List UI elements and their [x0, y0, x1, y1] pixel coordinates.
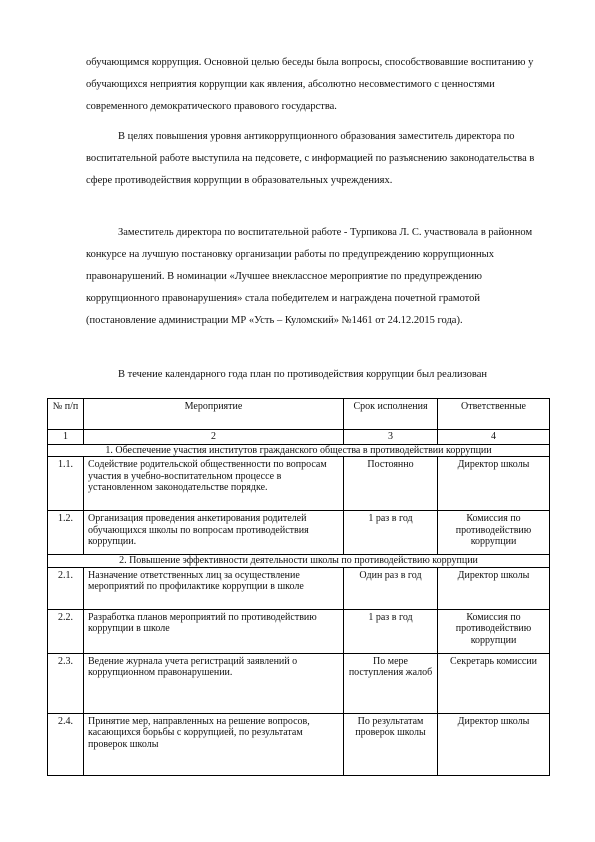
table-row — [48, 609, 550, 653]
paragraph-3: Заместитель директора по воспитательной работе - Турпикова Л. С. участвовала в районном конкурсе на лучшую постановку организации работы по предупреждению коррупционных правонарушений. В номинации «Лучшее внеклассное мероприятие по предупреждению коррупционного правонарушения» стала победителем и награждена почетной грамотой (постановление администрации МР «Усть – Куломский» №1461 от 24.12.2015 года). — [86, 227, 533, 326]
row-number: 1.1. — [48, 457, 84, 511]
header-activity: Мероприятие — [84, 399, 344, 430]
row-deadline: 1 раз в год — [344, 511, 438, 555]
paragraph-2: В целях повышения уровня антикоррупционного образования заместитель директора по воспитательной работе выступила на педсовете, с информацией по разъяснению законодательства в сфере противодействия коррупции в образовательных учреждениях. — [86, 131, 535, 186]
row-responsible: Комиссия по противодействию коррупции — [438, 609, 550, 653]
section-title: 1. Обеспечение участия институтов гражданского общества в противодействии коррупции — [48, 444, 550, 457]
section-row — [48, 444, 550, 457]
header-deadline: Срок исполнения — [344, 399, 438, 430]
row-deadline: Постоянно — [344, 457, 438, 511]
column-number: 3 — [344, 430, 438, 445]
table-header-row — [48, 399, 550, 430]
header-responsible: Ответственные — [438, 399, 550, 430]
row-activity: Принятие мер, направленных на решение вопросов, касающихся борьбы с коррупцией, по результатам проверок школы — [84, 713, 344, 775]
row-deadline: По мере поступления жалоб — [344, 653, 438, 713]
row-number: 2.2. — [48, 609, 84, 653]
section-title: 2. Повышение эффективности деятельности школы по противодействию коррупции — [48, 555, 550, 568]
table-row — [48, 457, 550, 511]
row-number: 2.3. — [48, 653, 84, 713]
table-row — [48, 567, 550, 609]
table-row — [48, 511, 550, 555]
row-activity: Назначение ответственных лиц за осуществление мероприятий по профилактике коррупции в школе — [84, 567, 344, 609]
paragraph-1: обучающимся коррупция. Основной целью беседы была вопросы, способствовавшие воспитанию у обучающихся неприятия коррупции как явления, абсолютно несовместимого с ценностями современного демократического правового государства. — [86, 57, 534, 112]
row-responsible: Директор школы — [438, 457, 550, 511]
column-number: 1 — [48, 430, 84, 445]
section-row — [48, 555, 550, 568]
column-number: 2 — [84, 430, 344, 445]
header-number: № п/п — [48, 399, 84, 430]
plan-table — [47, 398, 550, 776]
column-number-row — [48, 430, 550, 445]
table-row — [48, 713, 550, 775]
row-deadline: 1 раз в год — [344, 609, 438, 653]
row-responsible: Секретарь комиссии — [438, 653, 550, 713]
paragraph-4: В течение календарного года план по противодействия коррупции был реализован — [118, 369, 488, 380]
row-activity: Разработка планов мероприятий по противодействию коррупции в школе — [84, 609, 344, 653]
row-responsible: Комиссия по противодействию коррупции — [438, 511, 550, 555]
row-number: 1.2. — [48, 511, 84, 555]
row-number: 2.4. — [48, 713, 84, 775]
row-deadline: Один раз в год — [344, 567, 438, 609]
row-responsible: Директор школы — [438, 567, 550, 609]
row-activity: Содействие родительской общественности по вопросам участия в учебно-воспитательном процессе в установленном законодательстве порядке. — [84, 457, 344, 511]
row-activity: Ведение журнала учета регистраций заявлений о коррупционном правонарушении. — [84, 653, 344, 713]
table-row — [48, 653, 550, 713]
row-responsible: Директор школы — [438, 713, 550, 775]
row-number: 2.1. — [48, 567, 84, 609]
row-deadline: По результатам проверок школы — [344, 713, 438, 775]
row-activity: Организация проведения анкетирования родителей обучающихся школы по вопросам противодействия коррупции. — [84, 511, 344, 555]
column-number: 4 — [438, 430, 550, 445]
